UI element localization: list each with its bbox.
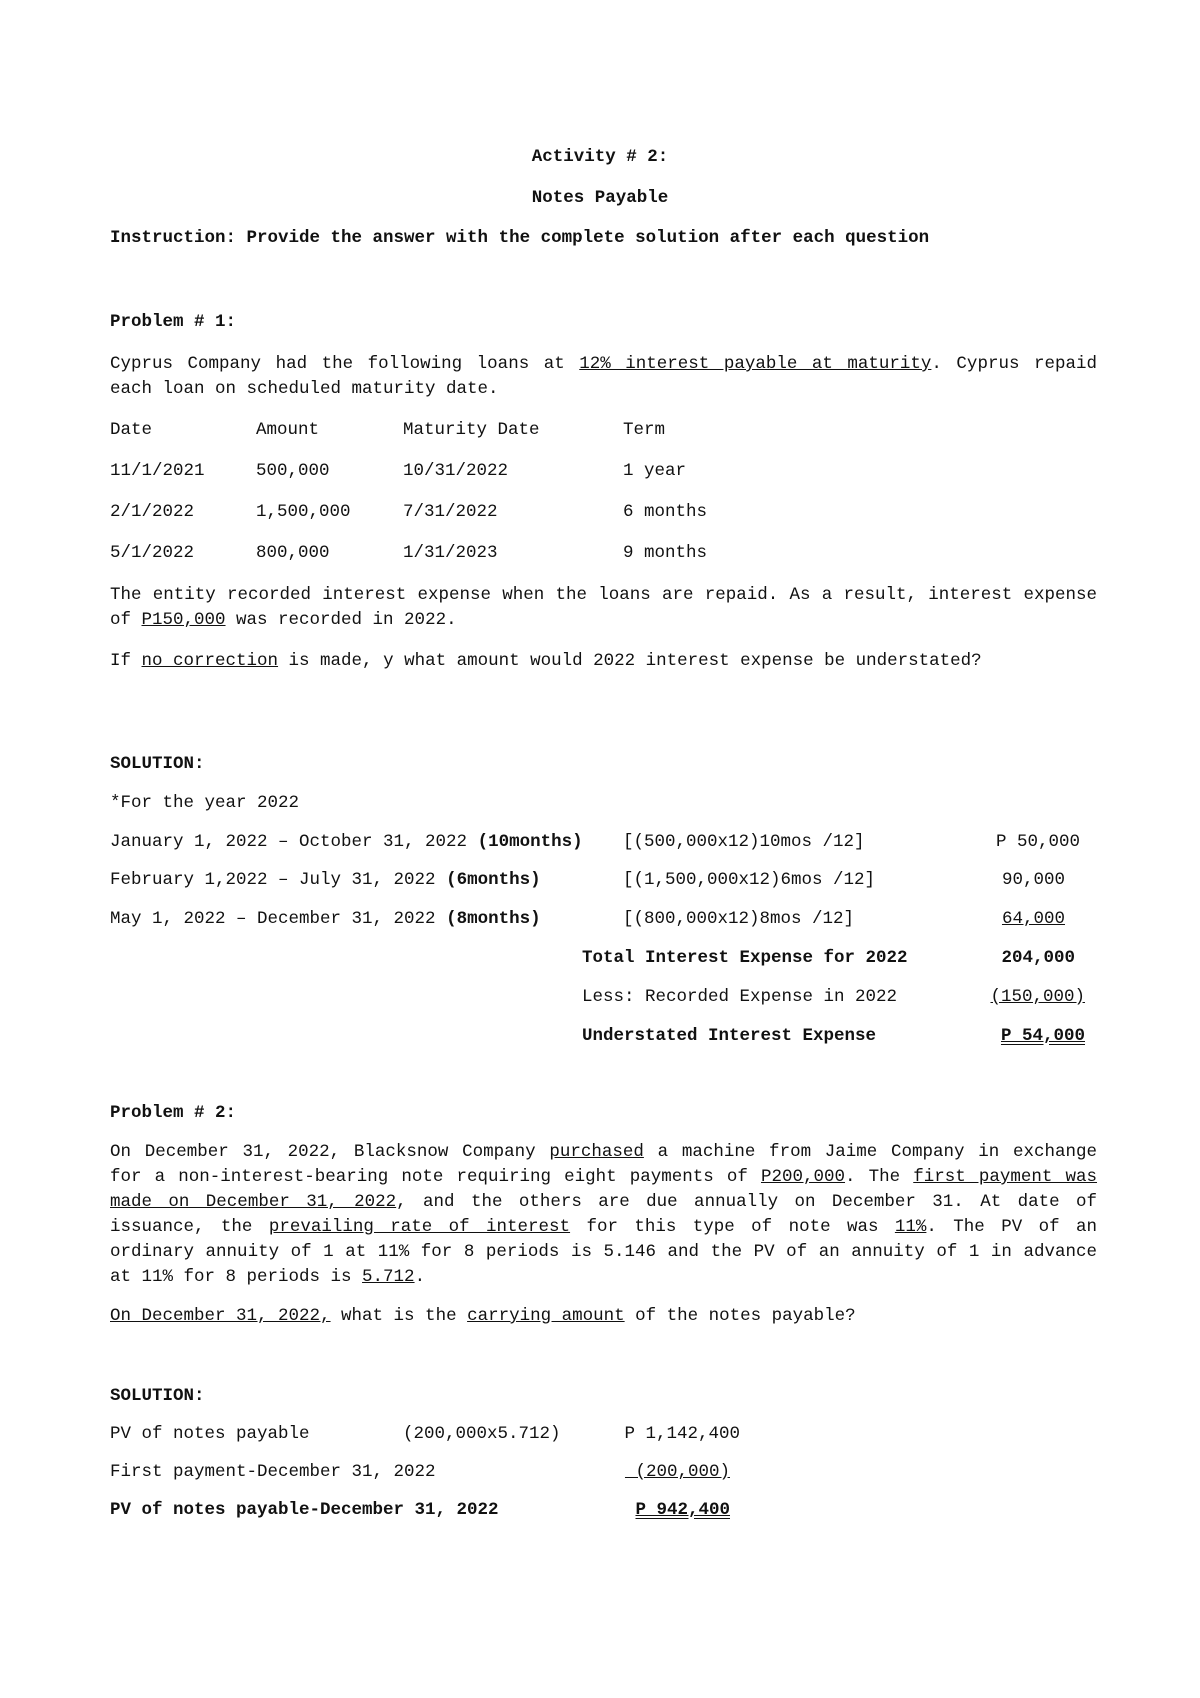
pv-notes-label: PV of notes payable bbox=[110, 1424, 310, 1444]
pv-notes-final-value: P 942,400 bbox=[635, 1500, 730, 1520]
table-cell: 9 months bbox=[623, 543, 708, 563]
table-cell: 1/31/2023 bbox=[403, 543, 498, 563]
solution-row-formula: [(500,000x12)10mos /12] bbox=[623, 832, 865, 852]
table-header-amount: Amount bbox=[256, 420, 320, 440]
table-cell: 6 months bbox=[623, 502, 708, 522]
problem-1-question: If no correction is made, y what amount would 2022 interest expense be understated? bbox=[110, 651, 982, 671]
activity-title: Activity # 2: bbox=[531, 147, 669, 167]
solution-2-heading: SOLUTION: bbox=[110, 1386, 205, 1406]
recorded-expense-value: (150,000) bbox=[990, 987, 1085, 1007]
table-cell: 10/31/2022 bbox=[403, 461, 509, 481]
problem-2-paragraph: On December 31, 2022, Blacksnow Company purchased a machine from Jaime Company in exchange for a non-interest-bearing note requiring eight payments of P200,000. The first payment was made on December 31, 2022, and the others are due annually on December 31. At date of issuance, the prevailing rate of interest for this type of note was 11%. The PV of an ordinary annuity of 1 at 11% for 8 periods is 5.146 and the PV of an annuity of 1 in advance at 11% for 8 periods is 5.712. bbox=[110, 1142, 1098, 1287]
solution-1-heading: SOLUTION: bbox=[110, 754, 205, 774]
activity-subtitle: Notes Payable bbox=[531, 188, 669, 208]
solution-row-formula: [(800,000x12)8mos /12] bbox=[623, 909, 855, 929]
first-payment-value: (200,000) bbox=[624, 1462, 730, 1482]
understated-expense-value: P 54,000 bbox=[1000, 1026, 1085, 1046]
solution-1-note: *For the year 2022 bbox=[110, 793, 300, 813]
problem-1-paragraph: The entity recorded interest expense when the loans are repaid. As a result, interest expense of P150,000 was recorded in 2022. bbox=[110, 585, 1097, 630]
table-cell: 7/31/2022 bbox=[403, 502, 498, 522]
problem-2-heading: Problem # 2: bbox=[110, 1103, 237, 1123]
understated-expense-label: Understated Interest Expense bbox=[582, 1026, 877, 1046]
solution-row-amount: 90,000 bbox=[1001, 870, 1065, 890]
solution-row-amount: P 50,000 bbox=[995, 832, 1080, 852]
solution-row-amount: 64,000 bbox=[1001, 909, 1065, 929]
table-cell: 11/1/2021 bbox=[110, 461, 205, 481]
table-cell: 500,000 bbox=[256, 461, 330, 481]
solution-row-formula: [(1,500,000x12)6mos /12] bbox=[623, 870, 876, 890]
first-payment-label: First payment-December 31, 2022 bbox=[110, 1462, 436, 1482]
table-cell: 800,000 bbox=[256, 543, 330, 563]
solution-row-period: January 1, 2022 – October 31, 2022 (10months) bbox=[110, 832, 583, 852]
problem-1-heading: Problem # 1: bbox=[110, 312, 237, 332]
pv-notes-final-label: PV of notes payable-December 31, 2022 bbox=[110, 1500, 499, 1520]
table-header-maturity: Maturity Date bbox=[403, 420, 540, 440]
table-cell: 1,500,000 bbox=[256, 502, 351, 522]
table-header-term: Term bbox=[623, 420, 666, 440]
pv-notes-value: P 1,142,400 bbox=[624, 1424, 740, 1444]
table-header-date: Date bbox=[110, 420, 153, 440]
solution-row-period: May 1, 2022 – December 31, 2022 (8months) bbox=[110, 909, 541, 929]
total-interest-value: 204,000 bbox=[1001, 948, 1075, 968]
solution-row-period: February 1,2022 – July 31, 2022 (6months) bbox=[110, 870, 541, 890]
problem-1-intro: Cyprus Company had the following loans at 12% interest payable at maturity. Cyprus repaid each loan on scheduled maturity date. bbox=[110, 354, 1097, 399]
table-cell: 2/1/2022 bbox=[110, 502, 195, 522]
table-cell: 5/1/2022 bbox=[110, 543, 195, 563]
table-cell: 1 year bbox=[623, 461, 687, 481]
problem-2-question: On December 31, 2022, what is the carrying amount of the notes payable? bbox=[110, 1306, 856, 1326]
recorded-expense-label: Less: Recorded Expense in 2022 bbox=[582, 987, 898, 1007]
total-interest-label: Total Interest Expense for 2022 bbox=[582, 948, 908, 968]
pv-notes-formula: (200,000x5.712) bbox=[403, 1424, 561, 1444]
instruction-text: Instruction: Provide the answer with the complete solution after each question bbox=[110, 228, 930, 248]
